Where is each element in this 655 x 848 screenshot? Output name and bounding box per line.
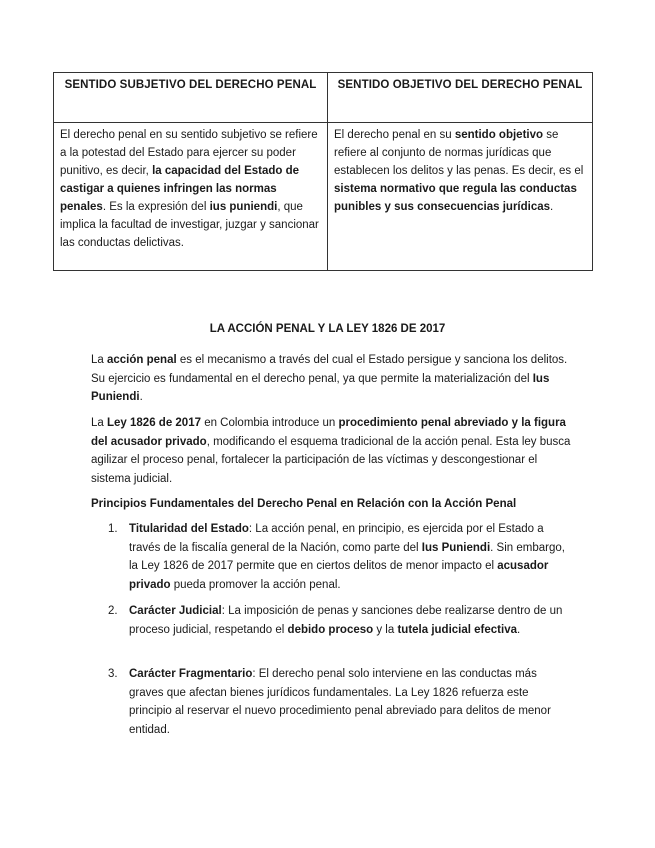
bold-text: Ley 1826 de 2017 [107, 417, 201, 429]
text: El derecho penal en su sentido subjetivo se refiere a la potestad del Estado para ejercer su poder punitivo, es decir, [60, 129, 318, 177]
bold-text: Titularidad del Estado [129, 523, 249, 535]
text: . Es la expresión del [102, 201, 210, 213]
comparison-table [53, 72, 593, 271]
paragraph-ley-1826 [91, 414, 571, 488]
bold-text: sentido objetivo [454, 129, 544, 141]
bold-text: Ius Puniendi [421, 541, 491, 554]
bold-text: Ius Puniendi [91, 372, 550, 403]
list-number: 2. [108, 605, 118, 617]
list-item-text [129, 665, 573, 739]
text: . Sin embargo, la Ley 1826 de 2017 permite que en ciertos delitos de menor impacto el [129, 541, 565, 572]
text: pueda promover la acción penal. [170, 578, 341, 591]
section-title: LA ACCIÓN PENAL Y LA LEY 1826 DE 2017 [209, 323, 446, 335]
text: : La acción penal, en principio, es ejercida por el Estado a través de la fiscalía general de la Nación, como parte del [129, 523, 544, 554]
text: y la [373, 623, 398, 636]
text: La [91, 417, 107, 429]
principles-heading: Principios Fundamentales del Derecho Penal en Relación con la Acción Penal [91, 498, 517, 510]
paragraph-accion-penal [91, 351, 571, 407]
bold-text: acusador privado [129, 560, 549, 591]
text: El derecho penal en su [334, 129, 455, 141]
bold-text: tutela judicial efectiva [397, 623, 517, 636]
text: , modificando el esquema tradicional de la acción penal. Esta ley busca agilizar el proceso penal, fortalecer la participación de las víctimas y descongestionar el sistema judicial. [91, 435, 571, 485]
header-subjective: SENTIDO SUBJETIVO DEL DERECHO PENAL [54, 73, 328, 123]
text: . [550, 201, 554, 213]
bold-text: procedimiento penal abreviado y la figura del acusador privado [91, 417, 566, 448]
bold-text: la capacidad del Estado de castigar a quienes infringen las normas penales [60, 165, 300, 213]
bold-text: Carácter Fragmentario [129, 668, 253, 680]
text: es el mecanismo a través del cual el Estado persigue y sanciona los delitos. Su ejercicio es fundamental en el derecho penal, ya que permite la materialización del [91, 354, 568, 385]
table-header-row [54, 73, 593, 123]
bold-text: acción penal [107, 354, 177, 366]
text: en Colombia introduce un [201, 417, 339, 429]
text: : El derecho penal solo interviene en las conductas más graves que afectan bienes jurídicos fundamentales. La Ley 1826 refuerza este principio al reservar el nuevo procedimiento penal abreviado para delitos de menor entidad. [129, 668, 551, 736]
text: . [516, 623, 521, 636]
list-item-text [129, 602, 573, 639]
list-item-text [129, 520, 573, 594]
text: La [91, 354, 107, 366]
bold-text: Carácter Judicial [129, 605, 222, 617]
list-item [108, 602, 573, 639]
bold-text: debido proceso [287, 623, 374, 636]
list-item [108, 520, 573, 594]
table-row [54, 123, 593, 271]
list-item [108, 665, 573, 739]
header-objective: SENTIDO OBJETIVO DEL DERECHO PENAL [328, 73, 593, 123]
text: se refiere al conjunto de normas jurídicas que establecen los delitos y las penas. Es decir, es el [334, 129, 584, 177]
cell-subjective [54, 123, 328, 271]
cell-objective [328, 123, 593, 271]
text: : La imposición de penas y sanciones debe realizarse dentro de un proceso judicial, respetando el [129, 605, 563, 636]
text: . [139, 391, 143, 403]
bold-text: ius puniendi [209, 201, 278, 213]
list-number: 1. [108, 523, 118, 535]
text: , que implica la facultad de investigar, juzgar y sancionar las conductas delictivas. [60, 201, 319, 249]
bold-text: sistema normativo que regula las conductas punibles y sus consecuencias jurídicas [334, 183, 577, 213]
list-number: 3. [108, 668, 118, 680]
